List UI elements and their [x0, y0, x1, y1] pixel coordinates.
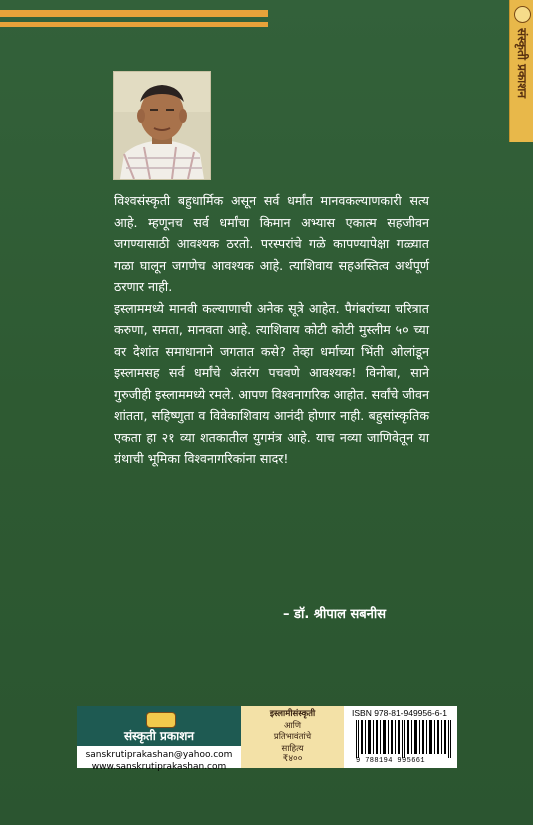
back-cover-blurb	[114, 190, 429, 470]
book-title-line-2: आणि	[283, 720, 302, 731]
blurb-paragraph-2: इस्लाममध्ये मानवी कल्याणाची अनेक सूत्रे आहेत. पैगंबरांच्या चरित्रात करुणा, समता, मानवता आहे. त्याशिवाय कोटी कोटी मुस्लीम ५० च्या वर देशांत समाधानाने जगतात कसे? तेव्हा धर्माच्या भिंती ओलांडून इस्लामसह सर्व धर्मांचे अंतरंग पचवणे आवश्यक! विनोबा, साने गुरुजीही इस्लाममध्ये रमले. आपण विश्वनागरिक आहोत. सर्वांचे जीवन शांतता, सहिष्णुता व विवेकाशिवाय आनंदी होणार नाही. बहुसांस्कृतिक एकता हा २१ व्या शतकातील युगमंत्र आहे. याच नव्या जाणिवेतून या ग्रंथाची भूमिका विश्वनागरिकांना सादर!	[114, 300, 429, 466]
isbn-panel	[344, 706, 457, 768]
book-title-line-4: साहित्य	[281, 743, 304, 754]
publisher-emblem-icon	[146, 712, 176, 728]
author-photo-image	[114, 72, 210, 179]
spine-publisher-name: संस्कृती प्रकाशन	[515, 28, 529, 99]
spine-strip	[509, 0, 533, 142]
publisher-name: संस्कृती प्रकाशन	[123, 729, 195, 743]
publisher-logo-icon	[514, 6, 531, 23]
book-title-line-3: प्रतिभावंतांचे	[273, 732, 312, 742]
isbn-label: ISBN 978-81-949956-6-1	[352, 708, 447, 718]
decorative-stripe-bottom	[0, 22, 268, 27]
book-title-line-1: इस्लामीसंस्कृती	[269, 709, 316, 719]
author-photo	[113, 71, 211, 180]
decorative-stripe-top	[0, 10, 268, 17]
publisher-panel	[77, 706, 241, 772]
barcode-image	[356, 720, 452, 758]
publisher-email: sanskrutiprakashan@yahoo.com	[85, 750, 233, 760]
blurb-paragraph-1: विश्वसंस्कृती बहुधार्मिक असून सर्व धर्मांत मानवकल्याणकारी सत्य आहे. म्हणूनच सर्व धर्मांचा किमान अभ्यास एकात्म सहजीवन जगण्यासाठी आवश्यक ठरतो. परस्परांचे गळे कापण्यापेक्षा गळ्यात गळा घालून जगणेच आवश्यक आहे. त्याशिवाय सहअस्तित्व अर्थपूर्ण ठरणार नाही.	[114, 193, 429, 294]
barcode-digits: 9 788194 995661	[356, 757, 426, 765]
publisher-banner	[77, 706, 241, 746]
book-price: ₹४००	[282, 753, 303, 764]
author-signature: – डॉ. श्रीपाल सबनीस	[283, 607, 387, 622]
publisher-website: www.sanskrutiprakashan.com	[91, 762, 227, 772]
book-title-panel	[241, 706, 344, 768]
